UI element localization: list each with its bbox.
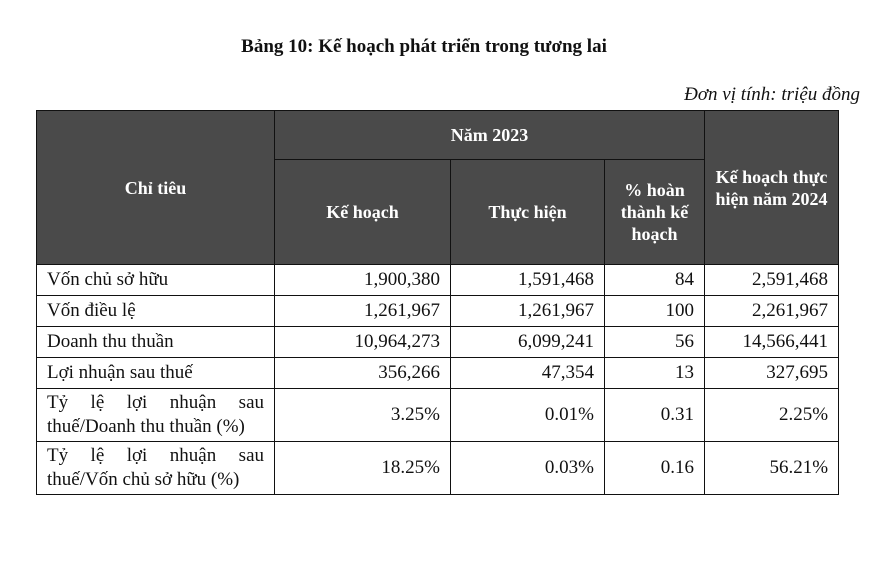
cell-plan-2024: 2.25% [705, 389, 839, 442]
cell-plan: 3.25% [275, 389, 451, 442]
row-label: Doanh thu thuần [37, 327, 275, 358]
cell-plan-2024: 2,261,967 [705, 296, 839, 327]
table-title: Bảng 10: Kế hoạch phát triển trong tương lai [241, 36, 607, 57]
cell-plan-2024: 2,591,468 [705, 265, 839, 296]
header-year: Năm 2023 [275, 111, 705, 160]
header-indicator: Chỉ tiêu [37, 111, 275, 265]
cell-percent: 84 [605, 265, 705, 296]
cell-percent: 0.16 [605, 442, 705, 495]
cell-plan-2024: 56.21% [705, 442, 839, 495]
table-row [37, 296, 839, 327]
header-actual: Thực hiện [451, 160, 605, 265]
header-plan-2024: Kế hoạch thực hiện năm 2024 [705, 111, 839, 265]
cell-plan: 1,261,967 [275, 296, 451, 327]
cell-percent: 56 [605, 327, 705, 358]
row-label: Vốn chủ sở hữu [37, 265, 275, 296]
cell-actual: 1,261,967 [451, 296, 605, 327]
development-plan-table [36, 110, 839, 495]
header-plan: Kế hoạch [275, 160, 451, 265]
cell-actual: 1,591,468 [451, 265, 605, 296]
cell-percent: 13 [605, 358, 705, 389]
row-label: Vốn điều lệ [37, 296, 275, 327]
table-row [37, 442, 839, 495]
table-row [37, 358, 839, 389]
table-row [37, 265, 839, 296]
row-label: Tỷ lệ lợi nhuận sau thuế/Vốn chủ sở hữu (%) [37, 442, 275, 495]
cell-actual: 0.03% [451, 442, 605, 495]
row-label: Tỷ lệ lợi nhuận sau thuế/Doanh thu thuần (%) [37, 389, 275, 442]
cell-actual: 0.01% [451, 389, 605, 442]
table-row [37, 389, 839, 442]
cell-plan: 1,900,380 [275, 265, 451, 296]
cell-plan-2024: 327,695 [705, 358, 839, 389]
table-row [37, 327, 839, 358]
cell-percent: 100 [605, 296, 705, 327]
unit-note: Đơn vị tính: triệu đồng [684, 84, 860, 105]
row-label: Lợi nhuận sau thuế [37, 358, 275, 389]
cell-plan: 18.25% [275, 442, 451, 495]
cell-plan: 10,964,273 [275, 327, 451, 358]
cell-plan: 356,266 [275, 358, 451, 389]
cell-actual: 47,354 [451, 358, 605, 389]
cell-actual: 6,099,241 [451, 327, 605, 358]
header-percent: % hoàn thành kế hoạch [605, 160, 705, 265]
cell-plan-2024: 14,566,441 [705, 327, 839, 358]
cell-percent: 0.31 [605, 389, 705, 442]
